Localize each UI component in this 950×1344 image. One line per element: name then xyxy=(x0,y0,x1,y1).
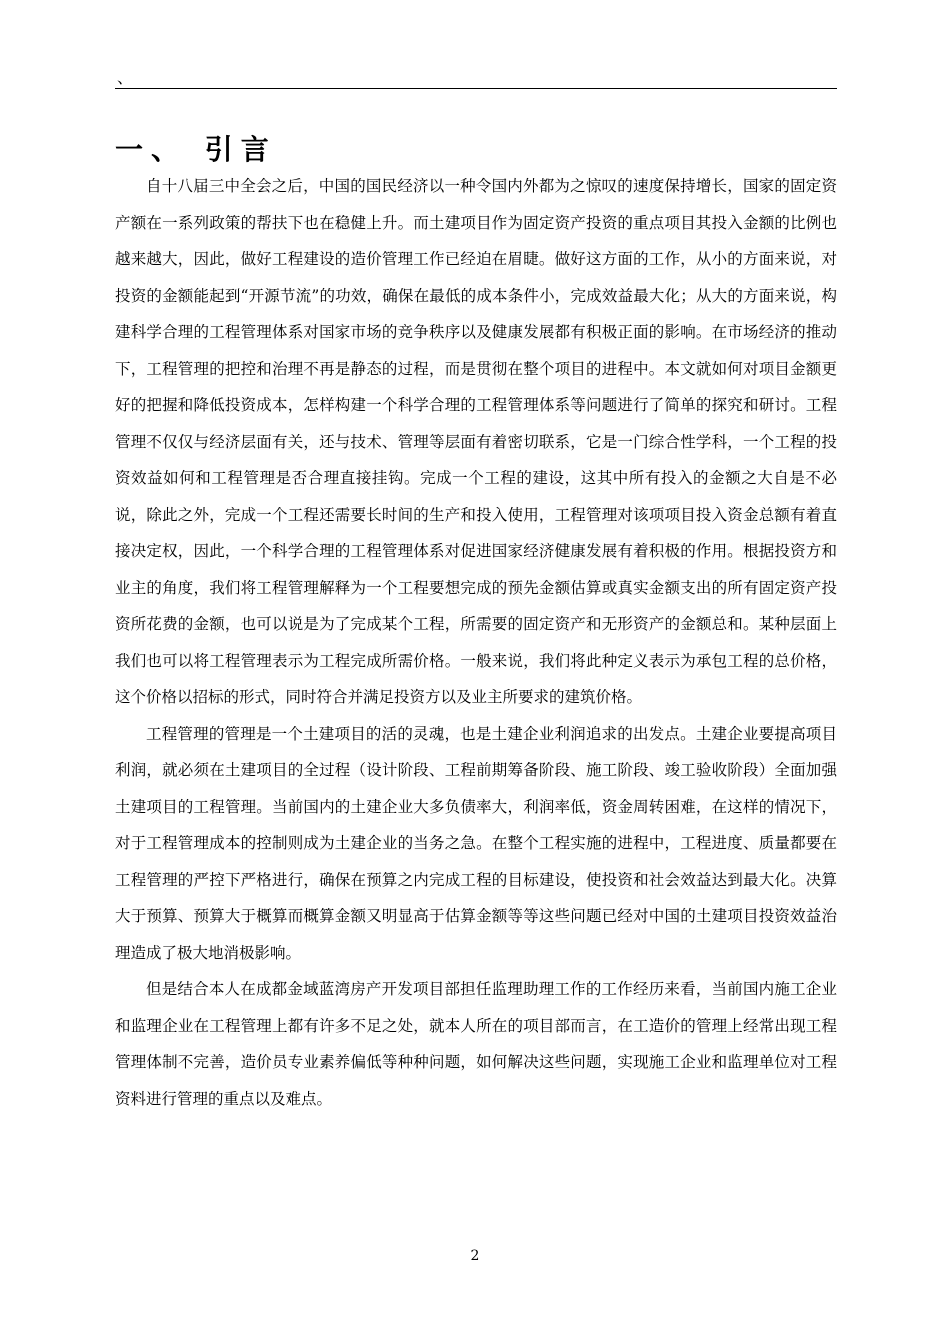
section-body xyxy=(115,168,837,1117)
paragraph-2: 工程管理的管理是一个土建项目的活的灵魂，也是土建企业利润追求的出发点。土建企业要提高项目利润，就必须在土建项目的全过程（设计阶段、工程前期筹备阶段、施工阶段、竣工验收阶段）全面加强土建项目的工程管理。当前国内的土建企业大多负债率大，利润率低，资金周转困难，在这样的情况下，对于工程管理成本的控制则成为土建企业的当务之急。在整个工程实施的进程中，工程进度、质量都要在工程管理的严控下严格进行，确保在预算之内完成工程的目标建设，使投资和社会效益达到最大化。决算大于预算、预算大于概算而概算金额又明显高于估算金额等等这些问题已经对中国的土建项目投资效益治理造成了极大地消极影响。 xyxy=(115,724,837,962)
page-number: 2 xyxy=(470,1248,480,1264)
section-heading: 一、 引言 xyxy=(115,133,277,166)
paragraph-3: 但是结合本人在成都金域蓝湾房产开发项目部担任监理助理工作的工作经历来看，当前国内施工企业和监理企业在工程管理上都有许多不足之处，就本人所在的项目部而言，在工造价的管理上经常出现工程管理体制不完善，造价员专业素养偏低等种种问题，如何解决这些问题，实现施工企业和监理单位对工程资料进行管理的重点以及难点。 xyxy=(115,980,837,1108)
header-mark: 、 xyxy=(117,68,134,87)
paragraph-1: 自十八届三中全会之后，中国的国民经济以一种令国内外都为之惊叹的速度保持增长，国家的固定资产额在一系列政策的帮扶下也在稳健上升。而土建项目作为固定资产投资的重点项目其投入金额的比例也越来越大，因此，做好工程建设的造价管理工作已经迫在眉睫。做好这方面的工作，从小的方面来说，对投资的金额能起到“开源节流”的功效，确保在最低的成本条件小，完成效益最大化；从大的方面来说，构建科学合理的工程管理体系对国家市场的竞争秩序以及健康发展都有积极正面的影响。在市场经济的推动下，工程管理的把控和治理不再是静态的过程，而是贯彻在整个项目的进程中。本文就如何对项目金额更好的把握和降低投资成本，怎样构建一个科学合理的工程管理体系等问题进行了简单的探究和研讨。工程管理不仅仅与经济层面有关，还与技术、管理等层面有着密切联系，它是一门综合性学科，一个工程的投资效益如何和工程管理是否合理直接挂钩。完成一个工程的建设，这其中所有投入的金额之大自是不必说，除此之外，完成一个工程还需要长时间的生产和投入使用，工程管理对该项项目投入资金总额有着直接决定权，因此，一个科学合理的工程管理体系对促进国家经济健康发展有着积极的作用。根据投资方和业主的角度，我们将工程管理解释为一个工程要想完成的预先金额估算或真实金额支出的所有固定资产投资所花费的金额，也可以说是为了完成某个工程，所需要的固定资产和无形资产的金额总和。某种层面上我们也可以将工程管理表示为工程完成所需价格。一般来说，我们将此种定义表示为承包工程的总价格，这个价格以招标的形式，同时符合并满足投资方以及业主所要求的建筑价格。 xyxy=(115,177,837,706)
header-rule xyxy=(115,88,837,89)
